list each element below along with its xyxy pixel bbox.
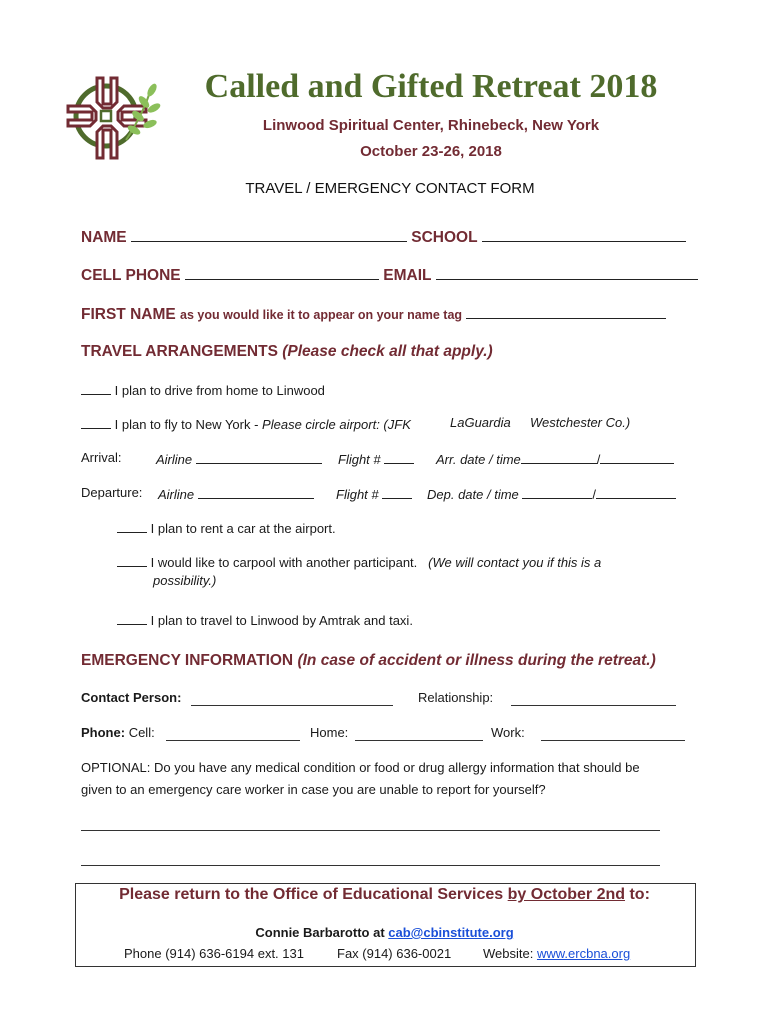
carpool-label: I would like to carpool with another participant.: [150, 555, 418, 570]
fly-check-field[interactable]: [81, 415, 111, 429]
drive-check-field[interactable]: [81, 381, 111, 395]
work-label: Work:: [491, 725, 525, 740]
cell-email-row: [81, 266, 698, 285]
carpool-note: (We will contact you if this is a: [428, 555, 602, 570]
arrival-airline-field[interactable]: [196, 450, 322, 464]
departure-date-field[interactable]: [522, 485, 592, 499]
amtrak-check-field[interactable]: [117, 611, 147, 625]
rent-car-check-field[interactable]: [117, 519, 147, 533]
departure-date-label: Dep. date / time: [427, 487, 519, 502]
phone-row: [81, 725, 155, 740]
contact-person-field[interactable]: [191, 705, 393, 706]
departure-date-row: [427, 485, 676, 502]
fly-label: I plan to fly to New York -: [114, 417, 259, 432]
amtrak-label: I plan to travel to Linwood by Amtrak and taxi.: [150, 613, 413, 628]
arrival-date-slash: /: [596, 452, 601, 467]
relationship-label: Relationship:: [418, 690, 494, 705]
deadline: by October 2nd: [507, 886, 626, 903]
optional-question-line-2: given to an emergency care worker in case you are unable to report for yourself?: [81, 782, 546, 797]
return-to: to:: [629, 886, 650, 903]
airport-prompt: Please circle airport: (JFK: [262, 417, 411, 432]
arrival-date-label: Arr. date / time: [436, 452, 521, 467]
optional-answer-line-1[interactable]: [81, 830, 660, 831]
departure-date-slash: /: [592, 487, 597, 502]
arrival-flight-label: Flight #: [338, 452, 381, 467]
emergency-heading: [81, 652, 656, 670]
name-label: NAME: [81, 229, 127, 246]
departure-airline-row: [158, 485, 314, 502]
arrival-airline-row: [156, 450, 322, 467]
email-field[interactable]: [436, 266, 698, 280]
departure-airline-field[interactable]: [198, 485, 314, 499]
optional-question-line-1: OPTIONAL: Do you have any medical condition or food or drug allergy information that should be: [81, 760, 640, 775]
fly-option: [81, 415, 411, 432]
airport-westchester[interactable]: Westchester Co.): [530, 415, 631, 430]
arrival-time-field[interactable]: [600, 450, 674, 464]
departure-time-field[interactable]: [596, 485, 676, 499]
office-phone: Phone (914) 636-6194 ext. 131: [124, 946, 304, 961]
arrival-date-field[interactable]: [521, 450, 597, 464]
website-row: [483, 946, 630, 961]
home-field[interactable]: [355, 740, 483, 741]
school-field[interactable]: [482, 228, 686, 242]
departure-flight-label: Flight #: [336, 487, 379, 502]
drive-option: [81, 381, 325, 398]
emergency-heading-note: (In case of accident or illness during the retreat.): [297, 652, 656, 669]
website-link[interactable]: www.ercbna.org: [536, 946, 631, 961]
phone-label: Phone:: [81, 725, 126, 740]
airport-laguardia[interactable]: LaGuardia: [450, 415, 511, 430]
event-dates: October 23-26, 2018: [360, 143, 502, 160]
name-field[interactable]: [131, 228, 407, 242]
first-name-field[interactable]: [466, 305, 666, 319]
emergency-heading-label: EMERGENCY INFORMATION: [81, 652, 294, 669]
rent-car-label: I plan to rent a car at the airport.: [150, 521, 336, 536]
arrival-flight-field[interactable]: [384, 450, 414, 464]
travel-heading-label: TRAVEL ARRANGEMENTS: [81, 343, 278, 360]
carpool-check-field[interactable]: [117, 553, 147, 567]
amtrak-option: [117, 611, 413, 628]
return-text: Please return to the Office of Educational Services: [119, 886, 504, 903]
first-name-label: FIRST NAME: [81, 306, 176, 323]
name-row: [81, 228, 686, 247]
contact-person-label: Contact Person:: [81, 690, 182, 705]
rent-car-option: [117, 519, 336, 536]
optional-answer-line-2[interactable]: [81, 865, 660, 866]
departure-flight-row: [336, 485, 412, 502]
website-label: Website:: [483, 946, 534, 961]
first-name-note: as you would like it to appear on your name tag: [180, 308, 463, 322]
departure-flight-field[interactable]: [382, 485, 412, 499]
home-label: Home:: [310, 725, 349, 740]
work-field[interactable]: [541, 740, 685, 741]
cell-phone-field[interactable]: [185, 266, 379, 280]
drive-label: I plan to drive from home to Linwood: [114, 383, 325, 398]
relationship-field[interactable]: [511, 705, 676, 706]
first-name-row: [81, 305, 666, 324]
page-title: Called and Gifted Retreat 2018: [204, 68, 658, 105]
cell-field[interactable]: [166, 740, 300, 741]
carpool-note-continued: possibility.): [153, 573, 217, 588]
departure-label: Departure:: [81, 485, 143, 500]
carpool-option: [117, 553, 601, 570]
arrival-label: Arrival:: [81, 450, 122, 465]
contact-line: [75, 925, 694, 940]
return-instructions: [75, 886, 694, 904]
form-title: TRAVEL / EMERGENCY CONTACT FORM: [245, 180, 535, 197]
school-label: SCHOOL: [411, 229, 478, 246]
email-label: EMAIL: [383, 267, 432, 284]
cell-label: Cell:: [128, 725, 155, 740]
travel-heading-note: (Please check all that apply.): [282, 343, 493, 360]
contact-email-link[interactable]: cab@cbinstitute.org: [388, 925, 514, 940]
arrival-airline-label: Airline: [156, 452, 193, 467]
event-location: Linwood Spiritual Center, Rhinebeck, New York: [262, 117, 600, 134]
arrival-flight-row: [338, 450, 414, 467]
office-fax: Fax (914) 636-0021: [337, 946, 452, 961]
travel-heading: [81, 343, 493, 361]
contact-name: Connie Barbarotto at: [255, 925, 385, 940]
arrival-date-row: [436, 450, 674, 467]
cell-phone-label: CELL PHONE: [81, 267, 181, 284]
departure-airline-label: Airline: [158, 487, 195, 502]
